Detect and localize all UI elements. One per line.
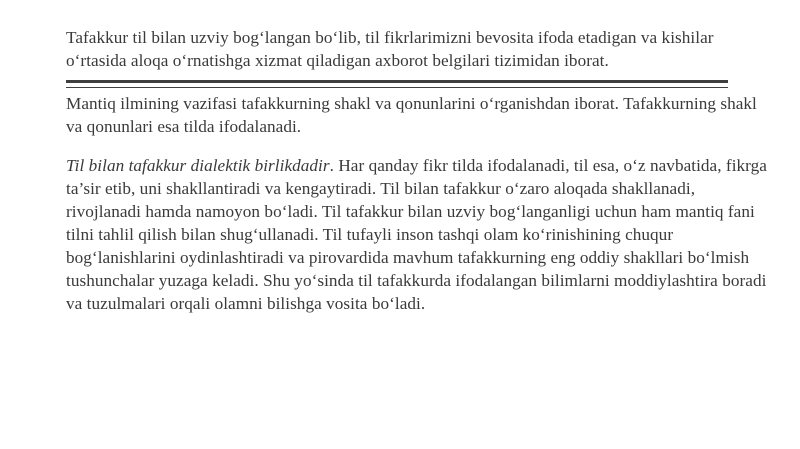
divider-thick-line (66, 80, 728, 83)
paragraph-spacer (66, 138, 772, 154)
divider-thin-line (66, 87, 728, 88)
intro-paragraph: Tafakkur til bilan uzviy bog‘langan bo‘lib, til fikrlarimizni bevosita ifoda etadigan va kishilar o‘rtasida aloqa o‘rnatishga xizmat qiladigan axborot belgilari tizimidan iborat. (66, 28, 714, 70)
dialectic-heading: Til bilan tafakkur dialektik birlikdadir (66, 155, 330, 175)
dialectic-paragraph (66, 154, 772, 315)
dialectic-body: . Har qanday fikr tilda ifodalanadi, til esa, o‘z navbatida, fikrga ta’sir etib, uni shakllantiradi va kengaytiradi. Til bilan tafakkur o‘zaro aloqada shakllanadi, rivojlanadi hamda namoyon bo‘ladi. Til tafakkur bilan uzviy bog‘langanligi uchun ham mantiq fani tilni tahlil qilish bilan shug‘ullanadi. Til tufayli inson tashqi olam ko‘rinishining chuqur bog‘lanishlarini oydinlashtiradi va pirovardida mavhum tafakkurning eng oddiy shakllari bo‘lmish tushunchalar yuzaga keladi. Shu yo‘sinda til tafakkurda ifodalangan bilimlarni moddiylashtira boradi va tuzulmalari orqali olamni bilishga vosita bo‘ladi. (66, 155, 767, 313)
logic-paragraph: Mantiq ilmining vazifasi tafakkurning shakl va qonunlarini o‘rganishdan iborat. Tafakkurning shakl va qonunlari esa tilda ifodalanadi. (66, 93, 757, 136)
double-rule-divider (66, 80, 728, 88)
slide-content (66, 26, 772, 315)
